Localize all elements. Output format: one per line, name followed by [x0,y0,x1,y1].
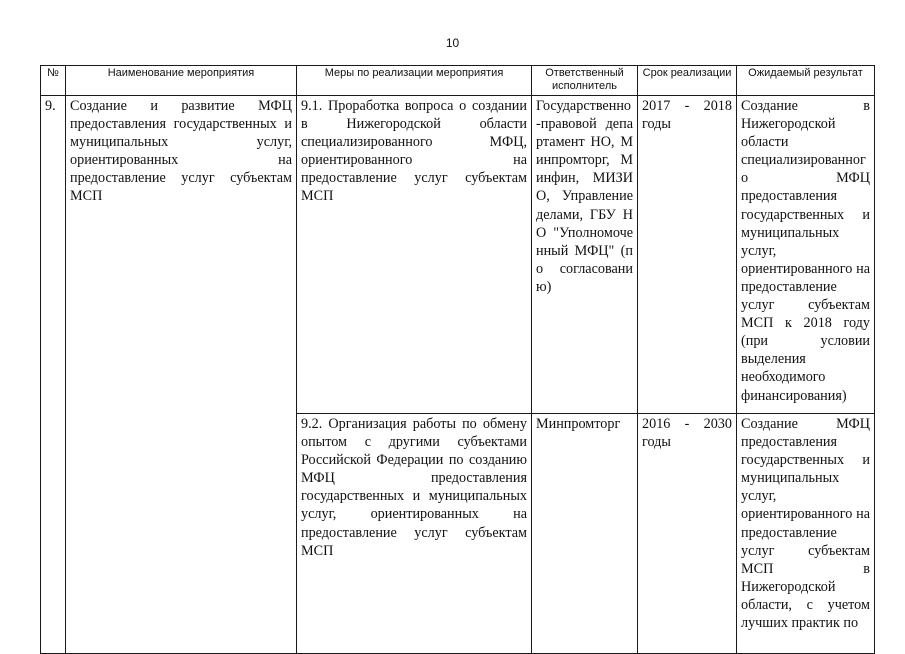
term-text: 2017 - 2018 годы [638,96,737,414]
table-header-row [41,66,875,96]
header-term: Срок реализации [638,66,737,96]
header-name: Наименование мероприятия [66,66,297,96]
result-text: Создание МФЦ предоставления государственных и муниципальных услуг, ориентированного на предоставление услуг субъектам МСП в Нижегородской области, с учетом лучших практик по [737,414,875,654]
responsible-text: Государственно-правовой департамент НО, Минпромторг, Минфин, МИЗИО, Управление делами, ГБУ НО "Уполномоченный МФЦ" (по согласованию) [532,96,638,414]
header-result: Ожидаемый результат [737,66,875,96]
header-measures: Меры по реализации мероприятия [297,66,532,96]
term-text: 2016 - 2030 годы [638,414,737,654]
row-number: 9. [41,96,66,654]
table-row [41,96,875,414]
responsible-text: Минпромторг [532,414,638,654]
measures-table [40,65,875,654]
measure-text: 9.2. Организация работы по обмену опытом с другими субъектами Российской Федерации по созданию МФЦ предоставления государственных и муниципальных услуг, ориентированных на предоставление услуг субъектам МСП [297,414,532,654]
header-responsible: Ответственный исполнитель [532,66,638,96]
measure-text: 9.1. Проработка вопроса о создании в Нижегородской области специализированного МФЦ, ориентированного на предоставление услуг субъектам МСП [297,96,532,414]
activity-name: Создание и развитие МФЦ предоставления государственных и муниципальных услуг, ориентированных на предоставление услуг субъектам МСП [66,96,297,654]
result-text: Создание в Нижегородской области специализированного МФЦ предоставления государственных и муниципальных услуг, ориентированного на предоставление услуг субъектам МСП к 2018 году (при условии выделения необходимого финансирования) [737,96,875,414]
header-number: № [41,66,66,96]
page-number: 10 [445,36,460,50]
